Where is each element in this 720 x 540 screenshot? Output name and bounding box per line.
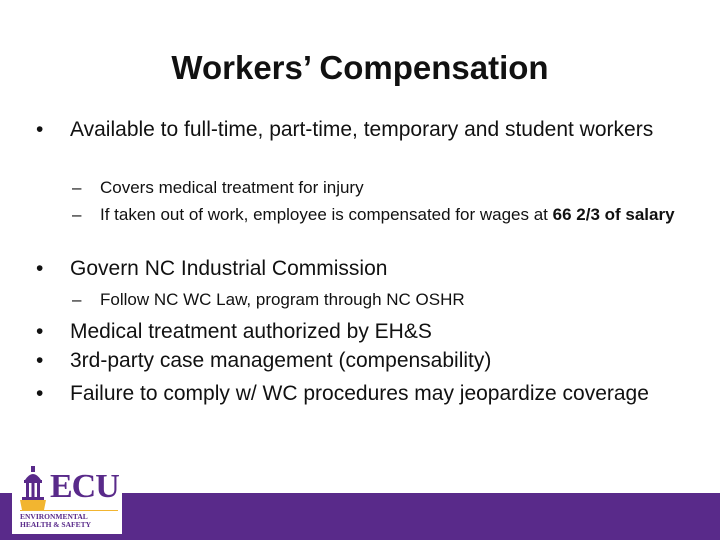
bullet-text: Available to full-time, part-time, temporary and student workers [70,118,654,141]
bullet-dot: • [36,349,44,372]
bullet-item [36,118,696,142]
ecu-logo [12,462,122,534]
bullet-item [36,349,696,373]
bullet-dot: • [36,257,44,280]
bullet-text: Medical treatment authorized by EH&S [70,320,432,343]
bullet-item [36,320,696,344]
sub-bullet-text [100,204,692,225]
bullet-dot: • [36,382,44,405]
bullet-text: Failure to comply w/ WC procedures may jeopardize coverage [70,382,649,405]
bullet-text: 3rd-party case management (compensability) [70,349,492,372]
sub-bullet-dash: – [72,178,82,197]
sub-bullet-text: Covers medical treatment for injury [100,178,364,197]
logo-divider [20,510,118,511]
sub-bullet-text-bold: 66 2/3 of salary [552,205,675,224]
logo-subtitle: ENVIRONMENTAL HEALTH & SAFETY [20,512,91,529]
sub-bullet-dash: – [72,290,82,309]
bullet-item [36,257,696,281]
sub-bullet-item [72,177,692,198]
bullet-dot: • [36,320,44,343]
slide-title: Workers’ Compensation [171,49,549,86]
bullet-text: Govern NC Industrial Commission [70,257,388,280]
sub-bullet-text: Follow NC WC Law, program through NC OSHR [100,290,465,309]
logo-wordmark: ECU [50,468,119,505]
bullet-item [36,382,676,406]
bullet-dot: • [36,118,44,141]
sub-bullet-item [72,204,692,225]
sub-bullet-item [72,289,692,310]
cupola-seal-icon [18,466,48,512]
sub-bullet-dash: – [72,205,82,224]
sub-bullet-text-main: If taken out of work, employee is compensated for wages at [100,205,548,224]
